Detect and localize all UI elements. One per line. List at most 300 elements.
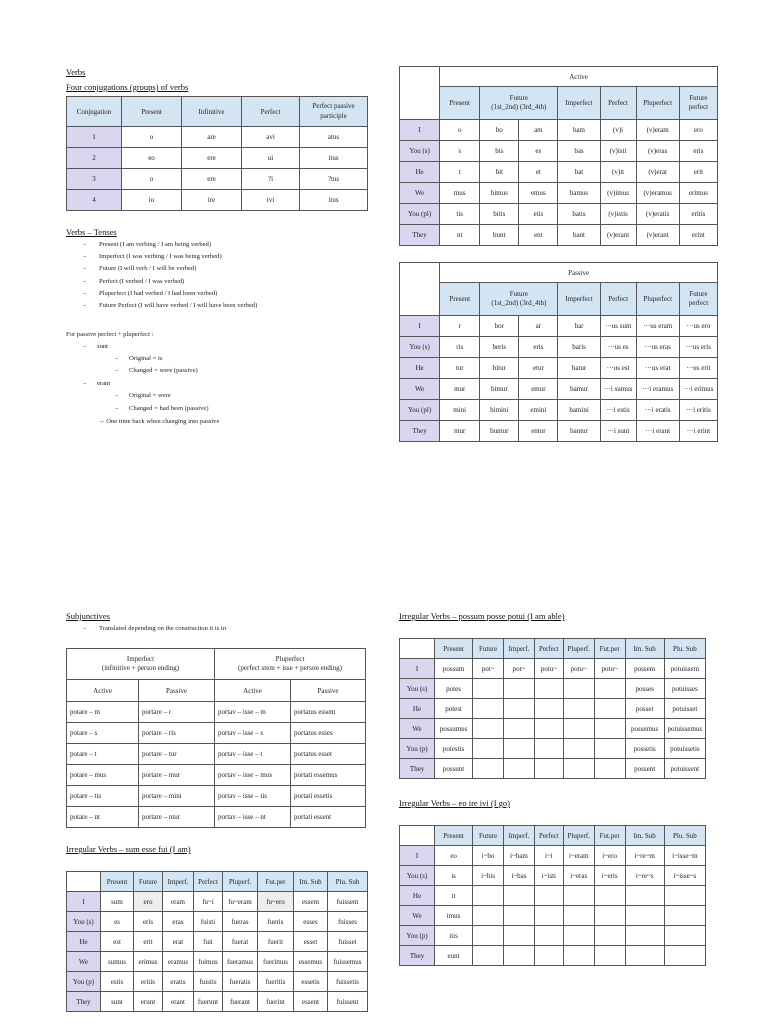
possum-header-cell: Fut.per: [594, 639, 625, 659]
passive-header-row: [400, 283, 718, 316]
passive-cell: ···us es: [600, 337, 636, 358]
subjunctive-row: [67, 702, 366, 723]
conjugation-row: [67, 148, 368, 169]
conjugation-row: [67, 190, 368, 211]
sum-person: I: [67, 892, 101, 912]
eo-cell: [625, 946, 664, 966]
eo-header-cell: Perfect: [534, 826, 563, 846]
conjugation-body: [67, 127, 368, 211]
active-cell: (v)eramus: [636, 183, 679, 204]
active-cell: bam: [558, 120, 600, 141]
subjunctive-cell: portatus esset: [291, 744, 366, 765]
subjunctive-cell: portare – ris: [139, 723, 215, 744]
eo-header-cell: Future: [473, 826, 504, 846]
subjunctives-note: – Translated depending on the construction it is in: [83, 625, 227, 632]
sum-row: [67, 972, 368, 992]
passive-cell: ···us erit: [679, 358, 717, 379]
sum-cell: fuerant: [223, 992, 258, 1012]
possum-cell: possemus: [625, 719, 664, 739]
conjugation-cell: io: [122, 190, 182, 211]
subjunctive-cell: potare – tis: [67, 786, 139, 807]
subj-pluperfect-label: Pluperfect: [275, 654, 305, 663]
possum-cell: possum: [435, 659, 473, 679]
sum-cell: sunt: [101, 992, 134, 1012]
sum-cell: fuissetis: [328, 972, 368, 992]
sum-header-cell: Pluperf.: [223, 872, 258, 892]
possum-cell: potes: [435, 679, 473, 699]
possum-cell: [594, 719, 625, 739]
eo-cell: [534, 926, 563, 946]
conjugation-cell: itus: [300, 190, 368, 211]
possum-header-cell: Im. Sub: [625, 639, 664, 659]
active-cell: erint: [679, 225, 717, 246]
eo-cell: is: [435, 866, 473, 886]
passive-note-sunt-changed: Changed = were (passive): [129, 367, 198, 374]
conj-header-cell: Infinitive: [182, 97, 242, 127]
subjunctive-body: [67, 702, 366, 828]
active-cell: etis: [519, 204, 558, 225]
active-row: [400, 141, 718, 162]
tense-text: Pluperfect (I had verbed / I had been verbed): [99, 289, 218, 297]
passive-cell: ···us eras: [636, 337, 679, 358]
passive-note-sunt: sunt: [97, 343, 108, 350]
subj-imperfect-header: [67, 649, 215, 680]
conjugation-table: [66, 96, 368, 211]
passive-header-cell: Future perfect: [679, 283, 717, 316]
eo-cell: it: [435, 886, 473, 906]
passive-person: We: [400, 379, 440, 400]
active-cell: s: [440, 141, 480, 162]
active-corner-cell: [400, 67, 440, 87]
active-person: You (pl): [400, 204, 440, 225]
eo-cell: i~bo: [473, 846, 504, 866]
sum-header-cell: Fut.per: [258, 872, 294, 892]
active-cell: bamus: [558, 183, 600, 204]
subjunctive-row: [67, 807, 366, 828]
eo-cell: [625, 926, 664, 946]
passive-corner-cell: [400, 263, 440, 283]
conjugation-cell: ui: [242, 148, 300, 169]
conjugation-number: 3: [67, 169, 122, 190]
passive-row: [400, 400, 718, 421]
subjunctives-note-text: Translated depending on the construction it is in: [99, 625, 227, 632]
sum-cell: fuisset: [328, 932, 368, 952]
eo-header-cell: Plu. Sub: [664, 826, 705, 846]
sum-cell: fuerat: [223, 932, 258, 952]
tense-item: – Pluperfect (I had verbed / I had been verbed): [83, 289, 218, 297]
passive-note-sub: – Changed = were (passive): [115, 367, 198, 374]
tense-item: – Imperfect (I was verbing / I was being verbed): [83, 253, 222, 261]
subjunctive-cell: portare – ntur: [139, 807, 215, 828]
passive-cell: bitur: [480, 358, 519, 379]
active-cell: bit: [480, 162, 519, 183]
sum-cell: fuerunt: [194, 992, 223, 1012]
active-cell: eritis: [679, 204, 717, 225]
eo-table: [399, 825, 706, 966]
subjunctive-cell: potare – s: [67, 723, 139, 744]
conjugation-cell: itus: [300, 148, 368, 169]
subjunctive-cell: potare – t: [67, 744, 139, 765]
possum-cell: possent: [625, 759, 664, 779]
sum-cell: essemus: [294, 952, 328, 972]
eo-cell: i~re~m: [625, 846, 664, 866]
sum-person: You (p): [67, 972, 101, 992]
passive-cell: ···i eritis: [679, 400, 717, 421]
passive-person: You (s): [400, 337, 440, 358]
subj-col-header: Passive: [291, 680, 366, 702]
possum-cell: possem: [625, 659, 664, 679]
passive-note-sub: – Changed = had been (passive): [115, 405, 209, 412]
passive-cell: bamini: [558, 400, 600, 421]
active-cell: (v)i: [600, 120, 636, 141]
active-row: [400, 120, 718, 141]
passive-cell: baris: [558, 337, 600, 358]
possum-cell: [534, 759, 563, 779]
active-cell: (v)imus: [600, 183, 636, 204]
eo-cell: [625, 886, 664, 906]
active-cell: eris: [679, 141, 717, 162]
active-person: I: [400, 120, 440, 141]
active-header-future: [480, 87, 558, 120]
eo-cell: [504, 906, 535, 926]
active-row: [400, 183, 718, 204]
tense-item: – Future (I will verb / I will be verbed): [83, 265, 197, 273]
eo-cell: i~bas: [504, 866, 535, 886]
passive-cell: etur: [519, 358, 558, 379]
passive-cell: ···us est: [600, 358, 636, 379]
passive-note-erant: erant: [97, 380, 111, 387]
possum-cell: potestis: [435, 739, 473, 759]
possum-cell: [473, 759, 504, 779]
eo-row: [400, 846, 706, 866]
possum-header-cell: Plu. Sub: [664, 639, 705, 659]
active-cell: (v)eram: [636, 120, 679, 141]
possum-header-cell: Present: [435, 639, 473, 659]
active-cell: bunt: [480, 225, 519, 246]
eo-cell: [473, 946, 504, 966]
sum-cell: ero: [134, 892, 163, 912]
sum-cell: fu~ero: [258, 892, 294, 912]
passive-note-intro: For passive perfect + pluperfect :: [66, 331, 154, 338]
active-cell: bimus: [480, 183, 519, 204]
tense-item: – Present (I am verbing / I am being verbed): [83, 241, 212, 248]
eo-cell: [594, 906, 625, 926]
subjunctive-table: [66, 648, 366, 828]
conjugation-cell: o: [122, 127, 182, 148]
possum-cell: [504, 699, 535, 719]
possum-cell: [504, 739, 535, 759]
passive-cell: bimur: [480, 379, 519, 400]
possum-cell: [563, 699, 594, 719]
possum-cell: potuissem: [664, 659, 705, 679]
eo-cell: [563, 906, 594, 926]
eo-person: He: [400, 886, 435, 906]
possum-person: They: [400, 759, 435, 779]
possum-header-cell: Imperf.: [504, 639, 535, 659]
sum-cell: fuisses: [328, 912, 368, 932]
active-title: Active: [440, 67, 718, 87]
eo-cell: [594, 886, 625, 906]
conj-header-cell: Present: [122, 97, 182, 127]
possum-cell: potu~: [563, 659, 594, 679]
subjunctive-cell: portati essemus: [291, 765, 366, 786]
eo-row: [400, 906, 706, 926]
active-corner-cell: [400, 87, 440, 120]
active-cell: ero: [679, 120, 717, 141]
tense-item: – Perfect (I verbed / I was verbed): [83, 277, 185, 285]
possum-cell: possetis: [625, 739, 664, 759]
subj-imperfect-label: Imperfect: [126, 654, 155, 663]
possum-cell: pot~: [473, 659, 504, 679]
sum-cell: estis: [101, 972, 134, 992]
eo-header-cell: Present: [435, 826, 473, 846]
active-cell: (v)eras: [636, 141, 679, 162]
active-cell: bis: [480, 141, 519, 162]
passive-cell: ···i sumus: [600, 379, 636, 400]
possum-row: [400, 759, 706, 779]
sum-header-cell: Plu. Sub: [328, 872, 368, 892]
passive-row: [400, 379, 718, 400]
subj-col-header: Passive: [139, 680, 215, 702]
passive-cell: ···us eram: [636, 316, 679, 337]
passive-cell: emur: [519, 379, 558, 400]
possum-cell: potuisses: [664, 679, 705, 699]
eo-header-row: [400, 826, 706, 846]
possum-cell: potuissent: [664, 759, 705, 779]
conjugation-header-row: [67, 97, 368, 127]
subjunctive-cell: portare – tur: [139, 744, 215, 765]
active-cell: (v)erant: [600, 225, 636, 246]
subjunctive-cell: portav – isse – m: [215, 702, 291, 723]
eo-person: You (s): [400, 866, 435, 886]
subj-col-header: Active: [67, 680, 139, 702]
active-cell: (v)istis: [600, 204, 636, 225]
active-header-cell: Pluperfect: [636, 87, 679, 120]
conjugation-row: [67, 169, 368, 190]
conjugation-cell: eo: [122, 148, 182, 169]
eo-cell: i~eram: [563, 846, 594, 866]
sum-header-cell: Future: [134, 872, 163, 892]
sum-cell: erat: [163, 932, 194, 952]
active-future-sub: (1st_2nd) (3rd_4th): [491, 103, 547, 111]
eo-cell: i~isti: [534, 866, 563, 886]
eo-cell: imus: [435, 906, 473, 926]
sum-cell: erimus: [134, 952, 163, 972]
active-person: He: [400, 162, 440, 183]
conj-header-cell: Perfect passive participle: [300, 97, 368, 127]
passive-row: [400, 358, 718, 379]
possum-cell: potu~: [594, 659, 625, 679]
possum-cell: [504, 719, 535, 739]
sum-cell: est: [101, 932, 134, 952]
possum-cell: potu~: [534, 659, 563, 679]
passive-cell: ···us sum: [600, 316, 636, 337]
passive-person: He: [400, 358, 440, 379]
sum-cell: esset: [294, 932, 328, 952]
passive-cell: ···i erint: [679, 421, 717, 442]
passive-cell: mur: [440, 379, 480, 400]
subjunctive-row: [67, 744, 366, 765]
passive-cell: ···us ero: [679, 316, 717, 337]
possum-cell: [534, 739, 563, 759]
active-cell: (v)it: [600, 162, 636, 183]
passive-cell: ···i sunt: [600, 421, 636, 442]
passive-body: [400, 316, 718, 442]
sum-cell: es: [101, 912, 134, 932]
eo-person: They: [400, 946, 435, 966]
active-row: [400, 204, 718, 225]
active-title-row: [400, 67, 718, 87]
possum-cell: potuissetis: [664, 739, 705, 759]
sum-cell: esses: [294, 912, 328, 932]
eo-cell: [534, 946, 563, 966]
eo-title: Irregular Verbs – eo ire ivi (I go): [399, 798, 511, 808]
eo-header-cell: Fut.per: [594, 826, 625, 846]
possum-cell: possunt: [435, 759, 473, 779]
sum-cell: sumus: [101, 952, 134, 972]
passive-cell: beris: [480, 337, 519, 358]
active-cell: bant: [558, 225, 600, 246]
passive-cell: bamur: [558, 379, 600, 400]
passive-row: [400, 337, 718, 358]
subjunctive-row: [67, 786, 366, 807]
active-cell: (v)erant: [636, 225, 679, 246]
subjunctive-cell: portatus esses: [291, 723, 366, 744]
passive-header-future: [480, 283, 558, 316]
active-table: [399, 66, 718, 246]
sum-person: They: [67, 992, 101, 1012]
passive-header-cell: Present: [440, 283, 480, 316]
possum-row: [400, 659, 706, 679]
passive-note-item: – sunt: [83, 343, 108, 350]
conjugation-row: [67, 127, 368, 148]
possum-cell: [534, 699, 563, 719]
possum-cell: possumus: [435, 719, 473, 739]
subj-col-row: [67, 680, 366, 702]
possum-cell: posses: [625, 679, 664, 699]
verbs-title: Verbs: [66, 67, 86, 77]
sum-cell: fuissent: [328, 992, 368, 1012]
subjunctive-cell: potare – m: [67, 702, 139, 723]
sum-header-cell: Perfect: [194, 872, 223, 892]
possum-row: [400, 739, 706, 759]
possum-cell: potest: [435, 699, 473, 719]
eo-person: I: [400, 846, 435, 866]
passive-person: I: [400, 316, 440, 337]
subj-imperfect-sub: (infinitive + person ending): [101, 664, 180, 672]
sum-cell: sum: [101, 892, 134, 912]
active-cell: am: [519, 120, 558, 141]
possum-cell: [534, 719, 563, 739]
sum-header-cell: Imperf.: [163, 872, 194, 892]
possum-person: He: [400, 699, 435, 719]
subj-group-row: [67, 649, 366, 680]
subj-pluperfect-sub: (perfect stem + isse + person ending): [238, 664, 342, 672]
possum-row: [400, 719, 706, 739]
possum-cell: [504, 759, 535, 779]
conjugation-cell: ?i: [242, 169, 300, 190]
possum-cell: potuisset: [664, 699, 705, 719]
active-cell: bitis: [480, 204, 519, 225]
passive-cell: bar: [558, 316, 600, 337]
sum-cell: essem: [294, 892, 328, 912]
conj-header-cell: Perfect: [242, 97, 300, 127]
possum-cell: [473, 719, 504, 739]
possum-person: You (s): [400, 679, 435, 699]
conjugation-cell: ire: [182, 190, 242, 211]
passive-cell: ···i eramus: [636, 379, 679, 400]
active-cell: es: [519, 141, 558, 162]
conjugation-cell: ivi: [242, 190, 300, 211]
sum-cell: eris: [134, 912, 163, 932]
active-row: [400, 162, 718, 183]
eo-person: We: [400, 906, 435, 926]
passive-cell: batur: [558, 358, 600, 379]
eo-cell: [473, 886, 504, 906]
active-cell: mus: [440, 183, 480, 204]
passive-cell: bimini: [480, 400, 519, 421]
tense-text: Imperfect (I was verbing / I was being verbed): [99, 253, 222, 261]
sum-corner-cell: [67, 872, 101, 892]
eo-cell: eo: [435, 846, 473, 866]
sum-cell: eratis: [163, 972, 194, 992]
eo-row: [400, 926, 706, 946]
eo-cell: i~isse~m: [664, 846, 705, 866]
tense-text: Perfect (I verbed / I was verbed): [99, 277, 185, 285]
active-header-row: [400, 87, 718, 120]
subjunctive-cell: portare – mur: [139, 765, 215, 786]
sum-person: We: [67, 952, 101, 972]
subjunctive-cell: portav – isse – s: [215, 723, 291, 744]
active-person: You (s): [400, 141, 440, 162]
sum-person: You (s): [67, 912, 101, 932]
passive-note-arrow: → One time back when changing into passive: [98, 418, 220, 425]
possum-corner-cell: [400, 639, 435, 659]
eo-row: [400, 886, 706, 906]
eo-person: You (p): [400, 926, 435, 946]
passive-cell: tur: [440, 358, 480, 379]
sum-cell: essetis: [294, 972, 328, 992]
subjunctive-row: [67, 765, 366, 786]
eo-cell: [664, 886, 705, 906]
possum-cell: [563, 739, 594, 759]
conjugation-cell: avi: [242, 127, 300, 148]
sum-cell: fueris: [258, 912, 294, 932]
passive-note-sub: – Original = were: [115, 392, 171, 399]
eo-cell: [563, 946, 594, 966]
subjunctives-title: Subjunctives: [66, 611, 110, 621]
tense-text: Future Perfect (I will have verbed / I will have been verbed): [99, 302, 258, 310]
active-person: We: [400, 183, 440, 204]
subjunctive-cell: portav – isse – nt: [215, 807, 291, 828]
subjunctive-cell: portav – isse – tis: [215, 786, 291, 807]
passive-note-sunt-orig: Original = is: [129, 355, 163, 362]
sum-cell: fuit: [194, 932, 223, 952]
conjugation-cell: ?tus: [300, 169, 368, 190]
subj-pluperfect-header: [215, 649, 366, 680]
passive-row: [400, 316, 718, 337]
sum-table: [66, 871, 368, 1012]
possum-cell: [563, 719, 594, 739]
passive-cell: r: [440, 316, 480, 337]
sum-cell: fuissem: [328, 892, 368, 912]
possum-cell: [563, 679, 594, 699]
eo-corner-cell: [400, 826, 435, 846]
passive-cell: buntur: [480, 421, 519, 442]
active-header-cell: Imperfect: [558, 87, 600, 120]
sum-cell: erunt: [134, 992, 163, 1012]
eo-cell: i~isse~s: [664, 866, 705, 886]
